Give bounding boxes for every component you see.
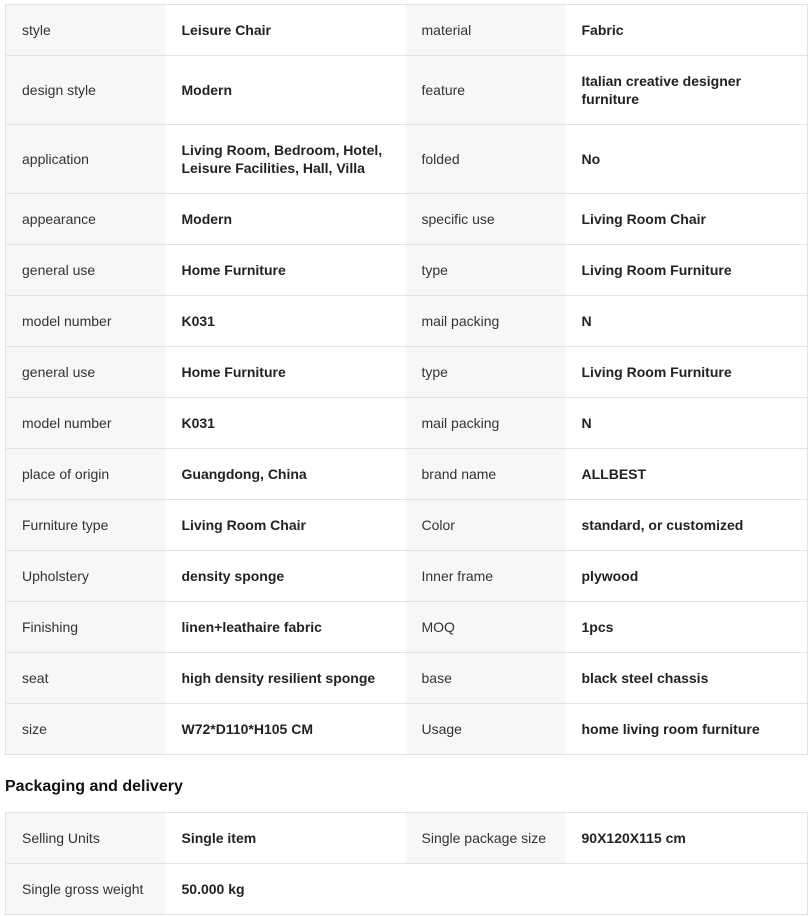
- attribute-value: No: [566, 125, 808, 194]
- table-row: [6, 813, 808, 864]
- attribute-key: design style: [6, 56, 166, 125]
- attribute-key: type: [406, 347, 566, 398]
- attribute-value: Modern: [166, 56, 406, 125]
- attribute-value: Living Room Chair: [566, 194, 808, 245]
- packaging-empty-cell: [566, 864, 808, 915]
- attribute-value: ALLBEST: [566, 449, 808, 500]
- attribute-key: folded: [406, 125, 566, 194]
- attribute-value: Home Furniture: [166, 245, 406, 296]
- attribute-value: K031: [166, 398, 406, 449]
- attribute-value: Home Furniture: [166, 347, 406, 398]
- attribute-key: size: [6, 704, 166, 755]
- table-row: [6, 245, 808, 296]
- attribute-key: Usage: [406, 704, 566, 755]
- attribute-key: model number: [6, 296, 166, 347]
- attribute-key: Inner frame: [406, 551, 566, 602]
- attribute-key: Furniture type: [6, 500, 166, 551]
- packaging-key: Single gross weight: [6, 864, 166, 915]
- attribute-key: mail packing: [406, 398, 566, 449]
- attribute-value: 1pcs: [566, 602, 808, 653]
- attribute-key: appearance: [6, 194, 166, 245]
- table-row: [6, 864, 808, 915]
- attribute-value: standard, or customized: [566, 500, 808, 551]
- attribute-value: black steel chassis: [566, 653, 808, 704]
- packaging-value: 90X120X115 cm: [566, 813, 808, 864]
- attribute-key: place of origin: [6, 449, 166, 500]
- attribute-key: general use: [6, 245, 166, 296]
- attribute-value: Living Room Furniture: [566, 245, 808, 296]
- attribute-value: N: [566, 398, 808, 449]
- table-row: [6, 449, 808, 500]
- packaging-section-title: Packaging and delivery: [5, 778, 183, 795]
- attribute-value: Fabric: [566, 5, 808, 56]
- attribute-key: seat: [6, 653, 166, 704]
- table-row: [6, 347, 808, 398]
- attribute-key: mail packing: [406, 296, 566, 347]
- attributes-table: [5, 4, 808, 755]
- table-row: [6, 194, 808, 245]
- table-row: [6, 551, 808, 602]
- table-row: [6, 5, 808, 56]
- attribute-value: W72*D110*H105 CM: [166, 704, 406, 755]
- attribute-value: Living Room Chair: [166, 500, 406, 551]
- table-row: [6, 602, 808, 653]
- attribute-value: Living Room, Bedroom, Hotel, Leisure Facilities, Hall, Villa: [166, 125, 406, 194]
- table-row: [6, 653, 808, 704]
- attribute-value: linen+leathaire fabric: [166, 602, 406, 653]
- attribute-key: general use: [6, 347, 166, 398]
- table-row: [6, 704, 808, 755]
- attribute-key: MOQ: [406, 602, 566, 653]
- attribute-value: home living room furniture: [566, 704, 808, 755]
- attribute-key: feature: [406, 56, 566, 125]
- attribute-value: N: [566, 296, 808, 347]
- attribute-value: K031: [166, 296, 406, 347]
- attribute-key: application: [6, 125, 166, 194]
- attribute-key: base: [406, 653, 566, 704]
- attribute-value: plywood: [566, 551, 808, 602]
- table-row: [6, 296, 808, 347]
- attribute-value: high density resilient sponge: [166, 653, 406, 704]
- packaging-empty-cell: [406, 864, 566, 915]
- attribute-key: material: [406, 5, 566, 56]
- attribute-value: Living Room Furniture: [566, 347, 808, 398]
- attribute-key: type: [406, 245, 566, 296]
- attribute-key: specific use: [406, 194, 566, 245]
- packaging-key: Selling Units: [6, 813, 166, 864]
- table-row: [6, 56, 808, 125]
- attribute-value: Leisure Chair: [166, 5, 406, 56]
- attribute-key: brand name: [406, 449, 566, 500]
- packaging-table: [5, 812, 808, 915]
- attribute-value: Guangdong, China: [166, 449, 406, 500]
- attribute-value: density sponge: [166, 551, 406, 602]
- attribute-value: Modern: [166, 194, 406, 245]
- attribute-value: Italian creative designer furniture: [566, 56, 808, 125]
- attribute-key: style: [6, 5, 166, 56]
- packaging-value: Single item: [166, 813, 406, 864]
- attribute-key: model number: [6, 398, 166, 449]
- packaging-key: Single package size: [406, 813, 566, 864]
- attribute-key: Color: [406, 500, 566, 551]
- table-row: [6, 500, 808, 551]
- table-row: [6, 125, 808, 194]
- table-row: [6, 398, 808, 449]
- attribute-key: Upholstery: [6, 551, 166, 602]
- packaging-value: 50.000 kg: [166, 864, 406, 915]
- attribute-key: Finishing: [6, 602, 166, 653]
